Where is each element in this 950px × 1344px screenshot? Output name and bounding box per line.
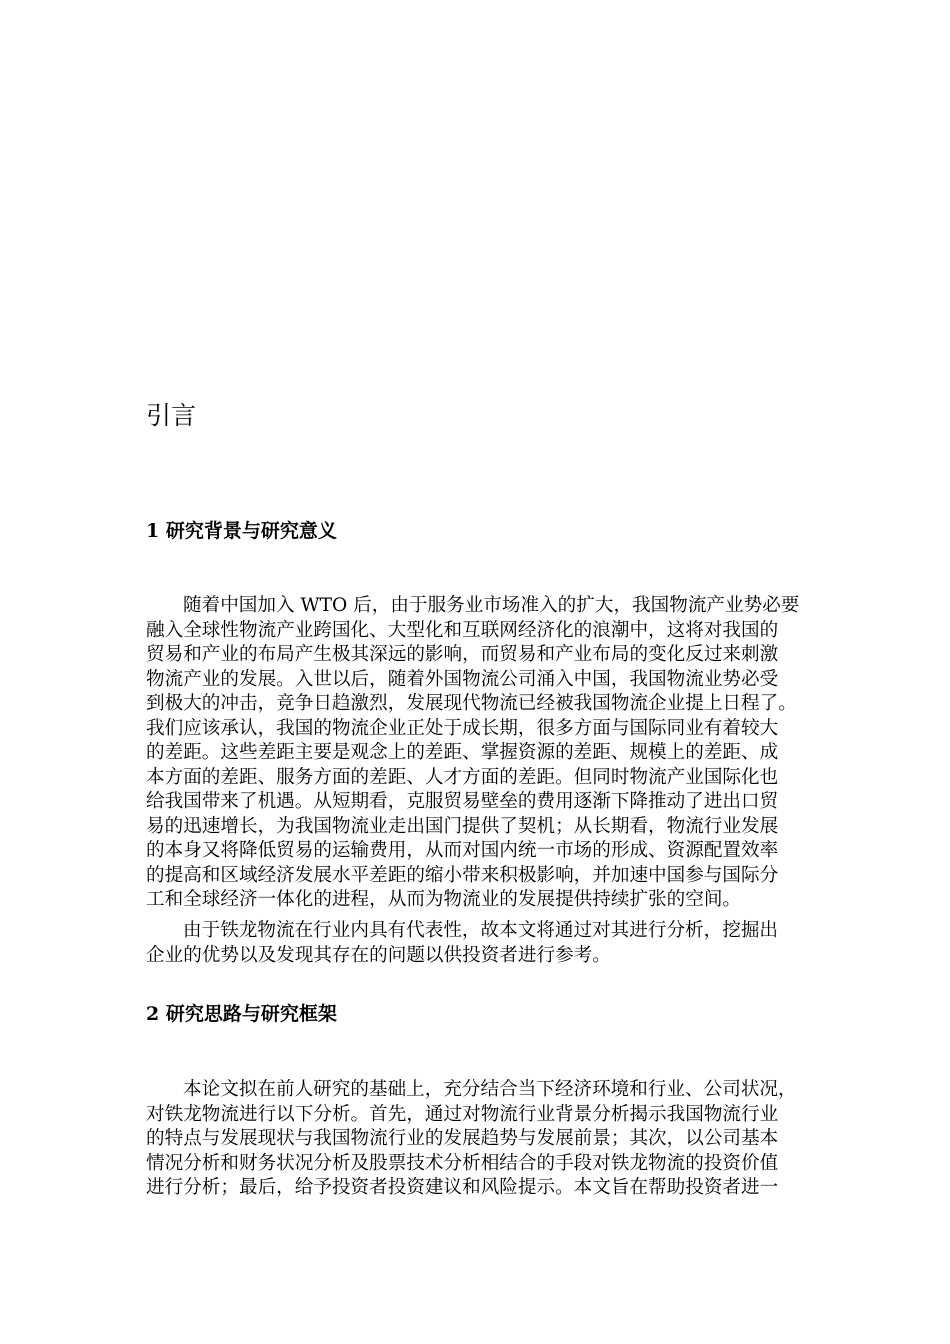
text-line: 贸易和产业的布局产生极其深远的影响，而贸易和产业布局的变化反过来刺激 [146,644,779,665]
page-title: 引言 [146,401,197,430]
text-line: 融入全球性物流产业跨国化、大型化和互联网经济化的浪潮中，这将对我国的 [146,619,779,641]
text-line: 的差距。这些差距主要是观念上的差距、掌握资源的差距、规模上的差距、成 [146,742,779,763]
paragraph-framework [146,1078,806,1201]
text-line: 由于铁龙物流在行业内具有代表性，故本文将通过对其进行分析，挖掘出 [183,920,779,941]
text-line: 企业的优势以及发现其存在的问题以供投资者进行参考。 [146,944,611,966]
section-heading-research-framework: 2 研究思路与研究框架 [146,1003,337,1025]
text-line: 本方面的差距、服务方面的差距、人才方面的差距。但同时物流产业国际化也 [146,766,779,788]
text-line: 工和全球经济一体化的进程，从而为物流业的发展提供持续扩张的空间。 [146,889,742,910]
paragraph-tielong-representative [146,919,806,968]
text-line: 的提高和区域经济发展水平差距的缩小带来积极影响，并加速中国参与国际分 [146,864,779,886]
paragraph-background [146,594,806,913]
text-line: 到极大的冲击，竞争日趋激烈，发展现代物流已经被我国物流企业提上日程了。 [146,693,797,714]
text-line: 易的迅速增长，为我国物流业走出国门提供了契机；从长期看，物流行业发展 [146,815,779,837]
text-line: 的特点与发展现状与我国物流行业的发展趋势与发展前景；其次，以公司基本 [146,1128,779,1149]
text-line: 给我国带来了机遇。从短期看，克服贸易壁垒的费用逐渐下降推动了进出口贸 [146,791,779,812]
text-line: 对铁龙物流进行以下分析。首先，通过对物流行业背景分析揭示我国物流行业 [146,1103,779,1125]
text-line: 进行分析；最后，给予投资者投资建议和风险提示。本文旨在帮助投资者进一 [146,1177,779,1198]
text-line: 情况分析和财务状况分析及股票技术分析相结合的手段对铁龙物流的投资价值 [146,1152,779,1174]
text-line: 随着中国加入 WTO 后，由于服务业市场准入的扩大，我国物流产业势必要 [183,595,800,616]
text-line: 物流产业的发展。入世以后，随着外国物流公司涌入中国，我国物流业势必受 [146,668,779,690]
text-line: 本论文拟在前人研究的基础上，充分结合当下经济环境和行业、公司状况， [183,1079,797,1100]
text-line: 的本身又将降低贸易的运输费用，从而对国内统一市场的形成、资源配置效率 [146,840,779,861]
section-heading-research-background: 1 研究背景与研究意义 [146,520,337,542]
text-line: 我们应该承认，我国的物流企业正处于成长期，很多方面与国际同业有着较大 [146,717,779,739]
